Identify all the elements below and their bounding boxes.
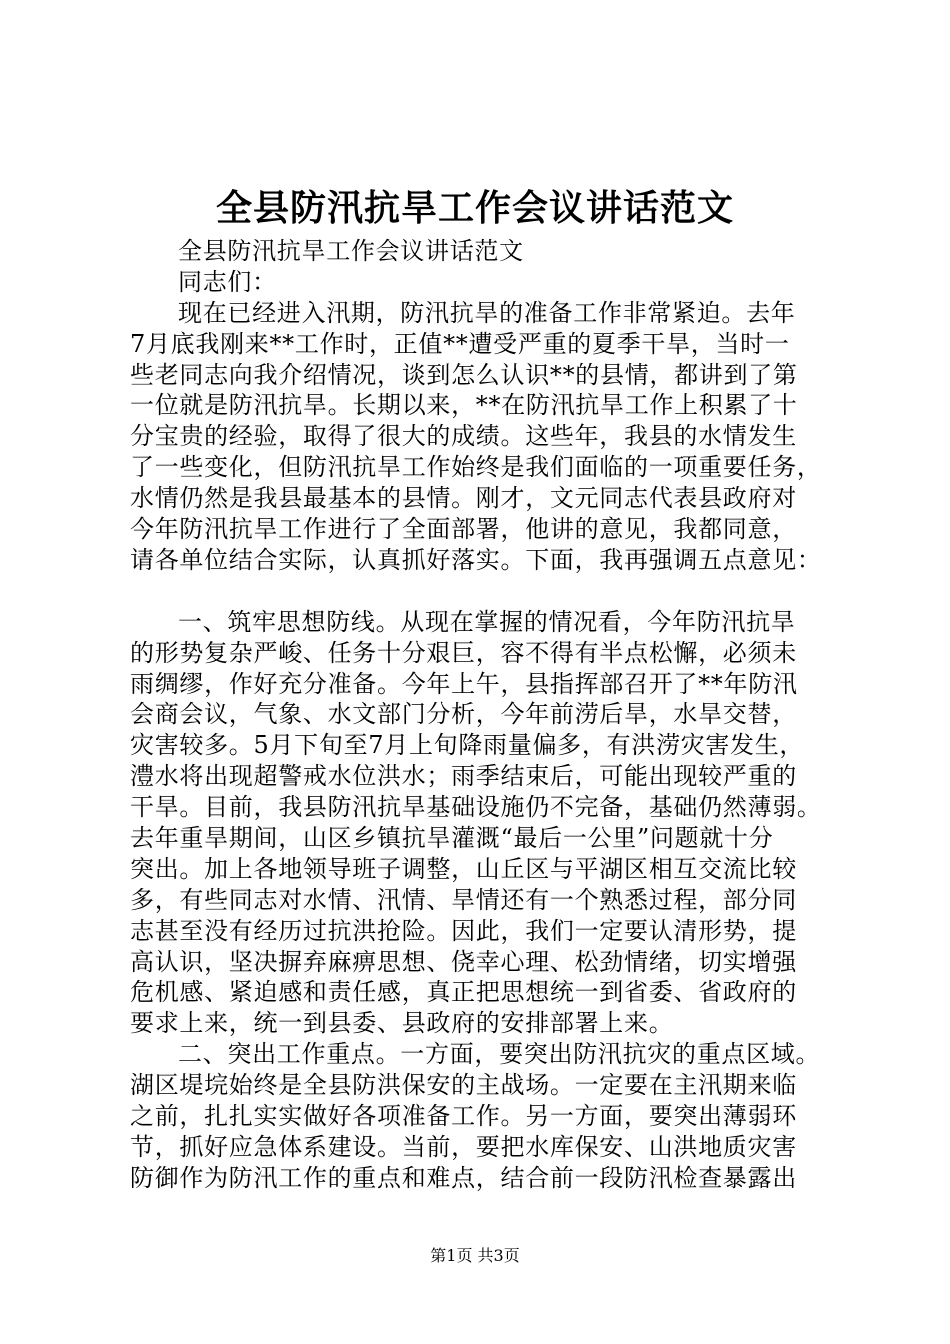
subtitle-line: 全县防汛抗旱工作会议讲话范文: [178, 237, 524, 265]
paragraph-2: [130, 607, 830, 1039]
text-line: 灾害较多。5月下旬至7月上旬降雨量偏多，有洪涝灾害发生，: [130, 731, 805, 760]
text-line: 些老同志向我介绍情况，谈到怎么认识**的县情，都讲到了第: [130, 360, 798, 389]
text-line: 二、突出工作重点。一方面，要突出防汛抗灾的重点区域。: [178, 1040, 821, 1069]
text-line: 的形势复杂严峻、任务十分艰巨，容不得有半点松懈，必须未: [130, 638, 797, 667]
text-line: 干旱。目前，我县防汛抗旱基础设施仍不完备，基础仍然薄弱。: [130, 793, 822, 822]
text-line: 湖区堤垸始终是全县防洪保安的主战场。一定要在主汛期来临: [130, 1071, 797, 1100]
text-line: 今年防汛抗旱工作进行了全面部署，他讲的意见，我都同意，: [130, 515, 797, 544]
text-line: 了一些变化，但防汛抗旱工作始终是我们面临的一项重要任务，: [130, 453, 822, 482]
text-line: 澧水将出现超警戒水位洪水；雨季结束后，可能出现较严重的: [130, 762, 797, 791]
text-line: 去年重旱期间，山区乡镇抗旱灌溉“最后一公里”问题就十分: [130, 824, 774, 853]
text-line: 节，抓好应急体系建设。当前，要把水库保安、山洪地质灾害: [130, 1132, 797, 1161]
paragraph-gap: [130, 576, 830, 607]
text-line: 高认识，坚决摒弃麻痹思想、侥幸心理、松劲情绪，切实增强: [130, 947, 797, 976]
salutation-line: 同志们：: [178, 267, 277, 296]
text-line: 防御作为防汛工作的重点和难点，结合前一段防汛检查暴露出: [130, 1163, 797, 1192]
text-line: 会商会议，气象、水文部门分析，今年前涝后旱，水旱交替，: [130, 700, 797, 729]
text-line: 要求上来，统一到县委、县政府的安排部署上来。: [130, 1009, 674, 1038]
text-line: 之前，扎扎实实做好各项准备工作。另一方面，要突出薄弱环: [130, 1102, 797, 1131]
text-line: 多，有些同志对水情、汛情、旱情还有一个熟悉过程，部分同: [130, 885, 797, 914]
text-line: 雨绸缪，作好充分准备。今年上午，县指挥部召开了**年防汛: [130, 669, 798, 698]
paragraph-1: [130, 298, 830, 576]
document-body: [130, 236, 830, 1194]
text-line: 危机感、紧迫感和责任感，真正把思想统一到省委、省政府的: [130, 978, 797, 1007]
document-title: 全县防汛抗旱工作会议讲话范文: [215, 187, 734, 229]
text-line: 分宝贵的经验，取得了很大的成绩。这些年，我县的水情发生: [130, 422, 797, 451]
page-number-footer: 第1页 共3页: [430, 1246, 520, 1265]
text-line: 7月底我刚来**工作时，正值**遭受严重的夏季干旱，当时一: [130, 329, 790, 358]
text-line: 请各单位结合实际，认真抓好落实。下面，我再强调五点意见：: [130, 545, 822, 574]
text-line: 一位就是防汛抗旱。长期以来，**在防汛抗旱工作上积累了十: [130, 391, 798, 420]
paragraph-3: [130, 1039, 830, 1193]
text-line: 水情仍然是我县最基本的县情。刚才，文元同志代表县政府对: [130, 484, 797, 513]
text-line: 突出。加上各地领导班子调整，山丘区与平湖区相互交流比较: [130, 854, 797, 883]
text-line: 志甚至没有经历过抗洪抢险。因此，我们一定要认清形势，提: [130, 916, 797, 945]
text-line: 一、筑牢思想防线。从现在掌握的情况看，今年防汛抗旱: [178, 607, 796, 636]
text-line: 现在已经进入汛期，防汛抗旱的准备工作非常紧迫。去年: [178, 298, 796, 327]
